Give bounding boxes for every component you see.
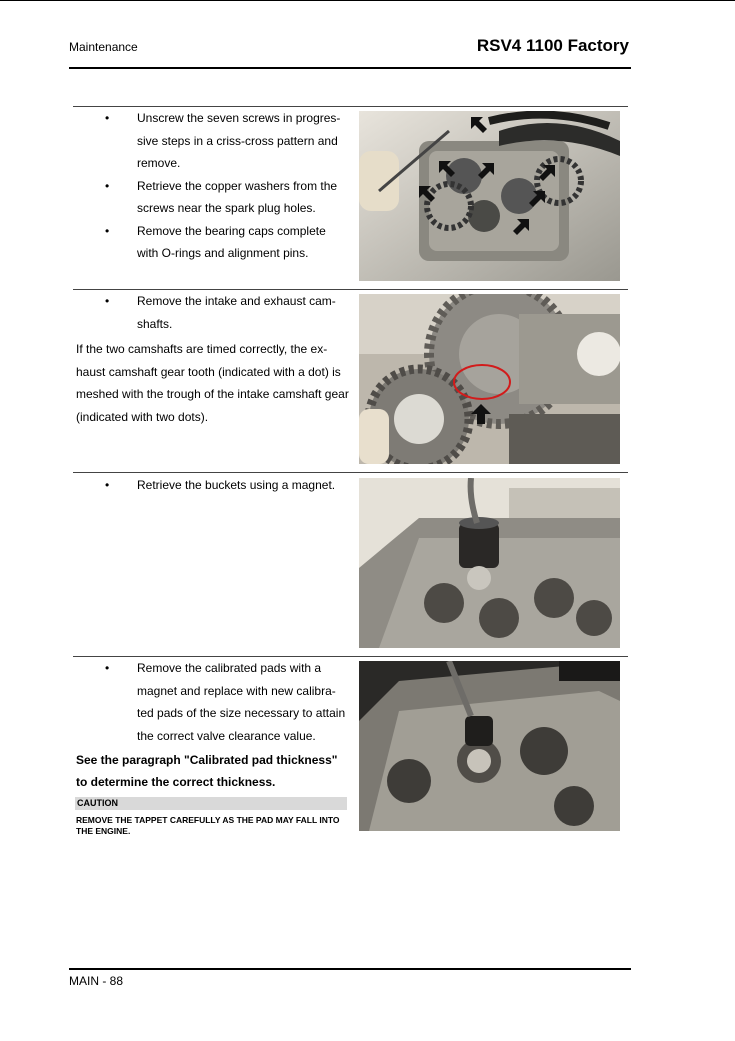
caution-text: REMOVE THE TAPPET CAREFULLY AS THE PAD MAY FALL INTO THE ENGINE. [76,815,340,836]
step-list [105,290,350,335]
list-item: • Unscrew the seven screws in progres-sive steps in a criss-cross pattern and remove. [105,107,350,175]
photo-cylinder-head-screws [359,111,620,281]
manual-title: RSV4 1100 Factory [476,36,629,55]
photo-camshaft-gears [359,294,620,464]
page-number: MAIN - 88 [69,974,124,988]
section-name: Maintenance [69,40,138,54]
bullet-icon: • [105,178,110,193]
header-divider [69,67,631,69]
list-item: • Retrieve the copper washers from the screws near the spark plug holes. [105,175,350,220]
list-item: • Remove the calibrated pads with a magnet and replace with new calibra-ted pads of the size necessary to attain the correct valve clearance value. [105,657,350,747]
list-item: • Retrieve the buckets using a magnet. [105,474,350,497]
bullet-icon: • [105,661,110,675]
row-divider [73,472,628,473]
reference-note: See the paragraph "Calibrated pad thickness" to determine the correct thickness. [76,753,338,789]
footer-divider [69,968,631,970]
top-border [0,0,735,1]
caution-label: CAUTION [75,797,347,810]
photo-bucket-magnet [359,478,620,648]
bullet-icon: • [105,111,110,125]
timing-note: If the two camshafts are timed correctly, the ex-haust camshaft gear tooth (indicated with a dot) is meshed with the trough of the intake camshaft gear (indicated with two dots). [76,342,349,424]
list-item: • Remove the intake and exhaust cam-shafts. [105,290,350,335]
bullet-icon: • [105,223,110,238]
bullet-icon: • [105,478,110,492]
step-list [105,657,350,747]
photo-calibrated-pad [359,661,620,831]
step-list [105,107,350,265]
bullet-icon: • [105,294,110,308]
step-list [105,474,350,497]
list-item: • Remove the bearing caps complete with O-rings and alignment pins. [105,220,350,265]
